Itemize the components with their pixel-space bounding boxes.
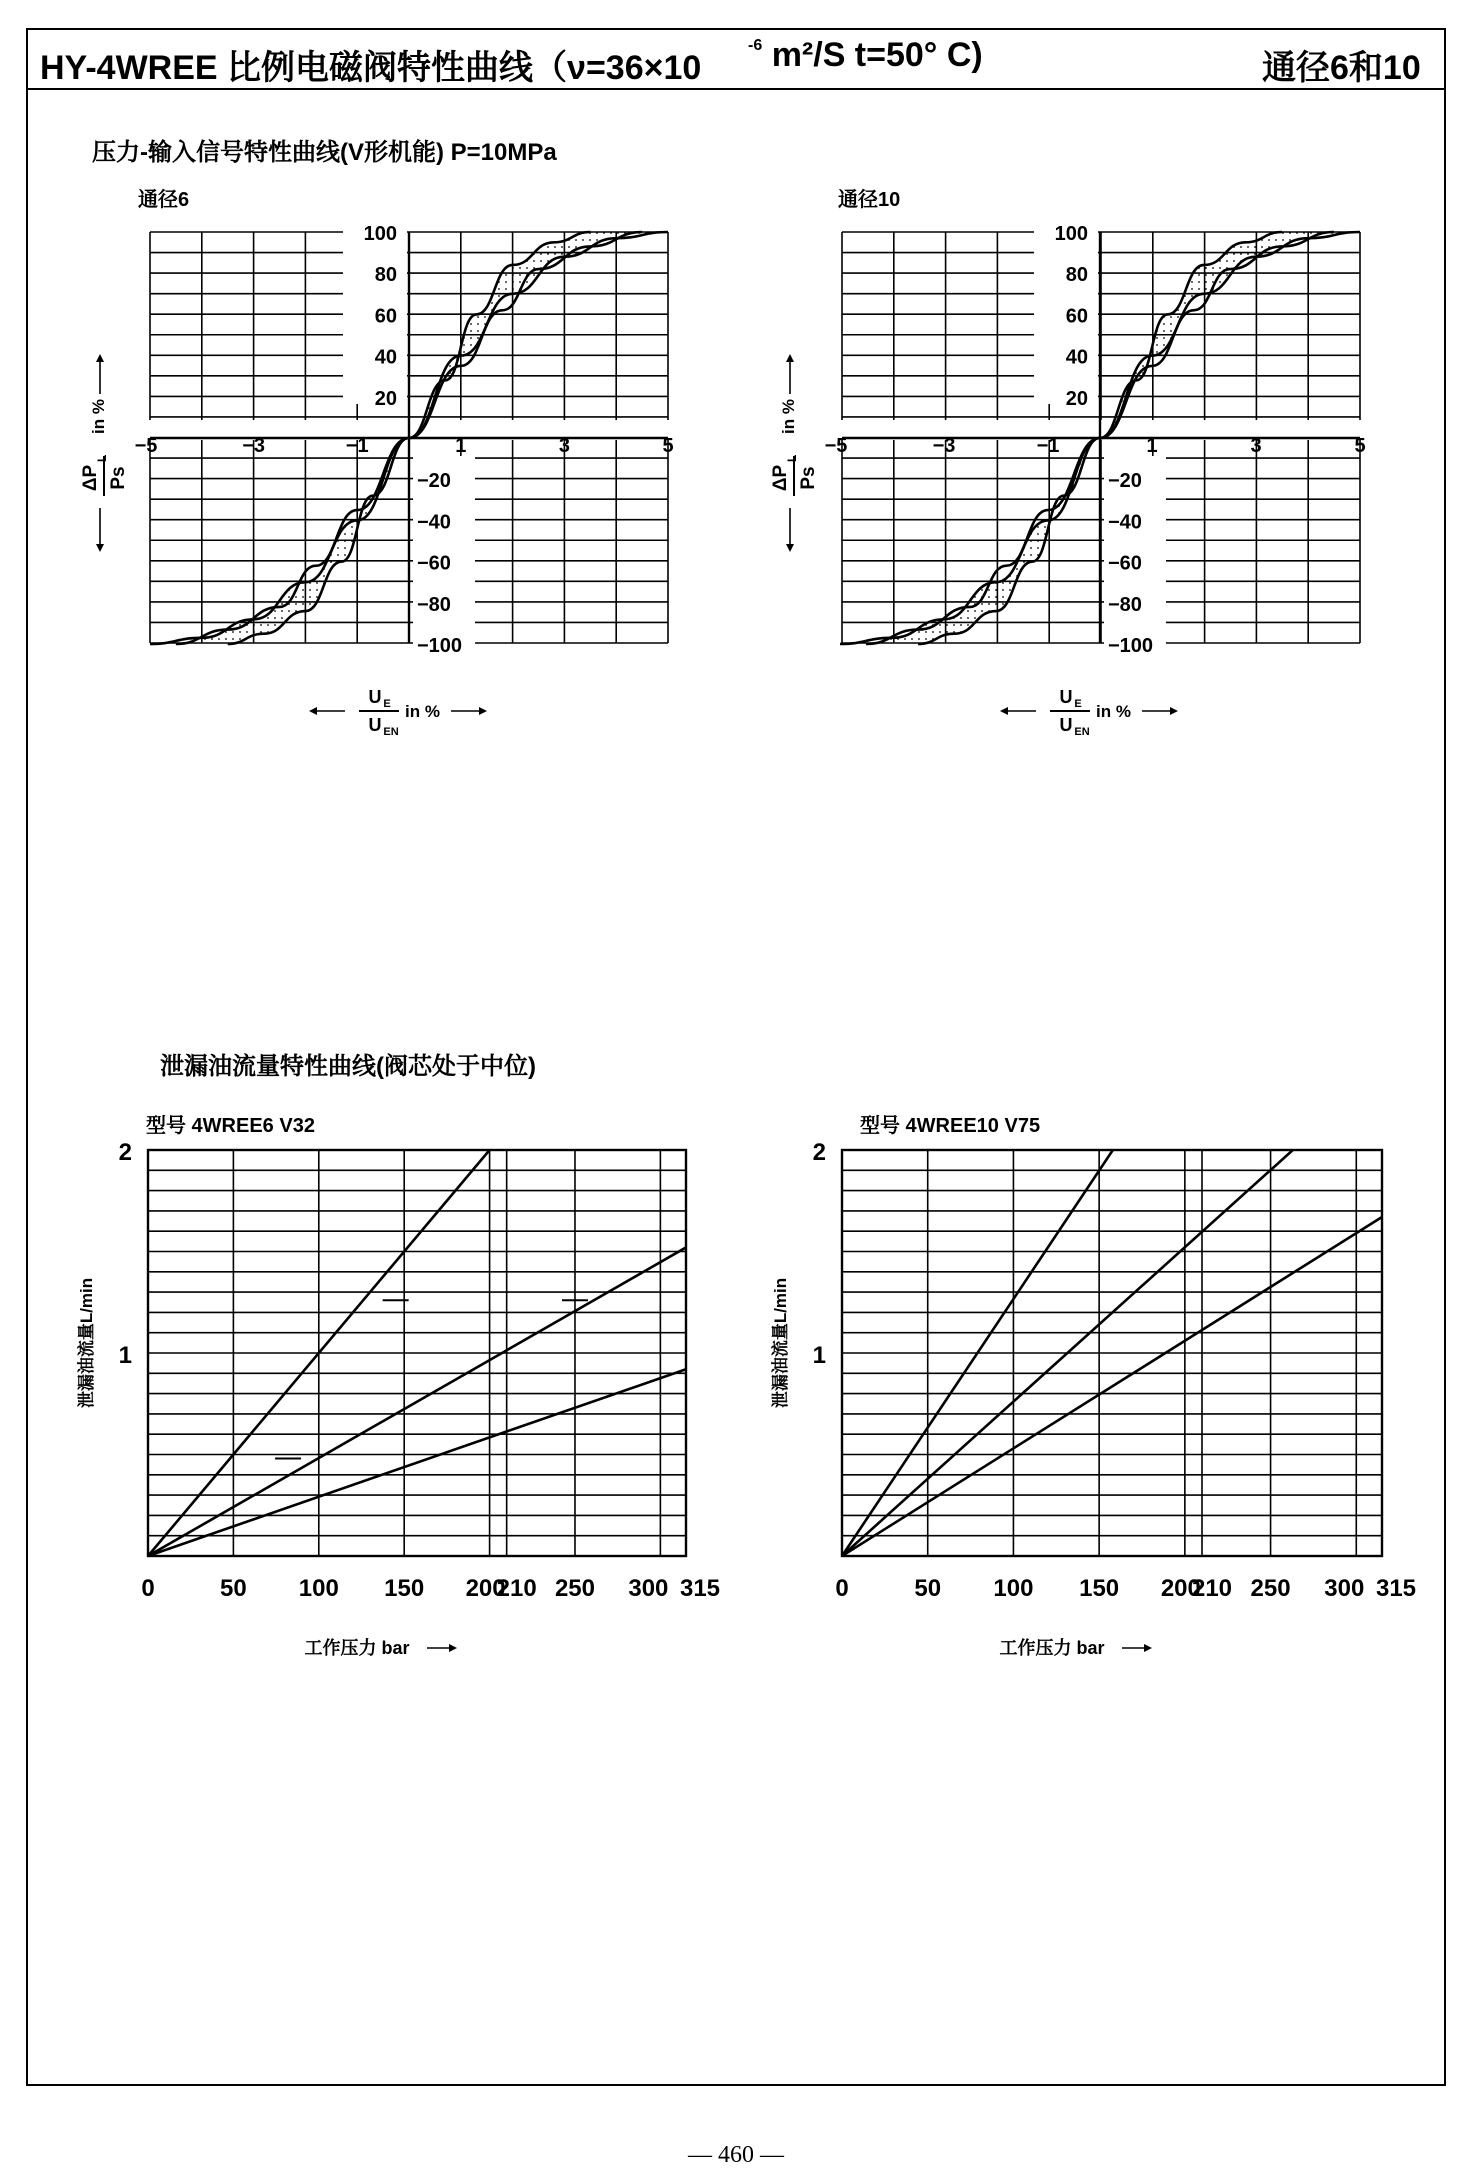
y-tick-label: −40 [417,511,451,534]
page-title: HY-4WREE 比例电磁阀特性曲线（ν=36×10 [40,49,702,87]
x-axis-label-unit: in % [405,702,440,721]
chart-title: 型号 4WREE10 V75 [860,1115,1041,1137]
x-axis-arrow-head [449,1644,457,1652]
y-axis-arrow-head-right [786,354,794,362]
x-axis-arrow-head-right [1170,707,1178,715]
chart-title: 通径10 [838,189,901,211]
x-axis-label-numerator: U [1059,687,1073,707]
x-tick-label: −5 [134,435,158,457]
y-axis-label-numerator-sub: L [95,454,109,462]
x-tick-label: 50 [220,1575,247,1602]
series-line-2 [148,1247,686,1556]
x-tick-label: 250 [554,1575,596,1602]
x-tick-label: 5 [1354,435,1366,457]
x-axis-label-numerator-sub: E [1074,698,1082,710]
title-unit-exponent: -6 [748,37,763,54]
x-axis-label-denominator-sub: EN [383,726,399,738]
x-axis-arrow-head [1144,1644,1152,1652]
chart-title: 通径6 [138,189,190,211]
x-tick-label: 1 [455,435,467,457]
x-tick-label: −5 [824,435,848,457]
y-axis-label [80,354,129,552]
x-tick-label: 1 [1146,435,1158,457]
x-tick-label: 5 [662,435,674,457]
y-tick-label: 100 [1054,223,1088,245]
x-axis-label: 工作压力 bar [304,1638,410,1658]
y-tick-label: 40 [374,346,397,369]
x-tick-label: 315 [679,1575,721,1602]
x-axis-label-numerator-sub: E [383,698,391,710]
series-line-3 [148,1369,686,1556]
x-axis-arrow-head-left [1000,707,1008,715]
x-tick-label: 210 [1191,1575,1233,1602]
y-tick-label: 100 [363,223,397,245]
y-tick-label: −60 [417,552,451,575]
x-axis-arrow-head-right [479,707,487,715]
y-tick-label: −100 [1108,635,1154,657]
y-tick-label: −100 [417,635,463,657]
y-axis-label-numerator-sub: L [785,454,799,462]
x-axis-label-denominator: U [1059,715,1073,735]
x-tick-label: 300 [628,1575,669,1602]
x-tick-label: 100 [993,1575,1034,1602]
y-tick-label: −20 [417,470,451,493]
y-tick-label: 2 [812,1139,826,1166]
x-tick-label: −1 [1036,435,1060,457]
x-tick-label: 100 [298,1575,339,1602]
x-axis-label-numerator: U [368,687,382,707]
x-axis-label-denominator: U [368,715,382,735]
x-tick-label: 50 [914,1575,942,1602]
x-axis-label-unit: in % [1096,702,1131,721]
y-axis-label-unit: in % [779,399,798,434]
y-tick-label: 2 [118,1139,132,1166]
x-tick-label: 200 [1160,1575,1201,1602]
x-tick-label: 200 [465,1575,506,1602]
x-tick-label: 3 [1250,435,1262,457]
x-tick-label: −3 [242,435,266,457]
x-tick-label: 0 [141,1575,155,1602]
section-leakage-title: 泄漏油流量特性曲线(阀芯处于中位) [160,1053,536,1080]
y-axis-label-text: 泄漏油流量L/min [77,1277,96,1409]
x-tick-label: 150 [1079,1575,1120,1602]
y-tick-label: −20 [1108,470,1142,493]
y-tick-label: 1 [118,1342,132,1369]
page-number: — 460 — [688,2142,784,2168]
y-axis-arrow-head-left [786,544,794,552]
section-pressure-signal-title: 压力-输入信号特性曲线(V形机能) P=10MPa [92,139,557,166]
y-tick-label: −80 [417,593,451,616]
x-axis-label-denominator-sub: EN [1074,726,1090,738]
x-tick-label: 210 [496,1575,537,1602]
y-tick-label: −40 [1108,511,1142,534]
y-tick-label: 40 [1065,346,1088,369]
x-tick-label: −3 [932,435,956,457]
y-tick-label: −60 [1108,552,1142,575]
y-axis-label-numerator: ΔP [770,464,791,492]
y-axis-label-denominator: Ps [798,466,819,490]
page-title-right: 通径6和10 [1262,49,1421,87]
y-tick-label: 1 [812,1342,826,1369]
y-tick-label: 60 [374,305,397,328]
title-unit-rest: m²/S t=50° C) [771,36,983,74]
x-tick-label: 250 [1250,1575,1291,1602]
series-line-3 [842,1217,1382,1556]
y-tick-label: 20 [374,387,397,410]
y-axis-label-text: 泄漏油流量L/min [771,1277,790,1409]
x-tick-label: 0 [835,1575,849,1602]
y-axis-arrow-head-right [96,354,104,362]
y-tick-label: 80 [374,264,397,287]
y-axis-label-unit: in % [89,399,108,434]
x-tick-label: 3 [558,435,570,457]
y-axis-arrow-head-left [96,544,104,552]
y-axis-label-numerator: ΔP [80,464,101,492]
x-tick-label: 150 [384,1575,425,1602]
x-axis-arrow-head-left [309,707,317,715]
y-tick-label: 80 [1065,264,1088,287]
y-tick-label: 20 [1065,387,1088,410]
x-tick-label: 300 [1324,1575,1365,1602]
y-tick-label: −80 [1108,593,1142,616]
y-axis-label [76,1278,96,1408]
y-axis-label [770,1278,790,1408]
x-tick-label: 315 [1375,1575,1417,1602]
x-tick-label: −1 [345,435,369,457]
x-axis-label: 工作压力 bar [999,1638,1105,1658]
chart-title: 型号 4WREE6 V32 [146,1115,315,1137]
y-tick-label: 60 [1065,305,1088,328]
y-axis-label-denominator: Ps [108,466,129,490]
y-axis-label [770,354,819,552]
